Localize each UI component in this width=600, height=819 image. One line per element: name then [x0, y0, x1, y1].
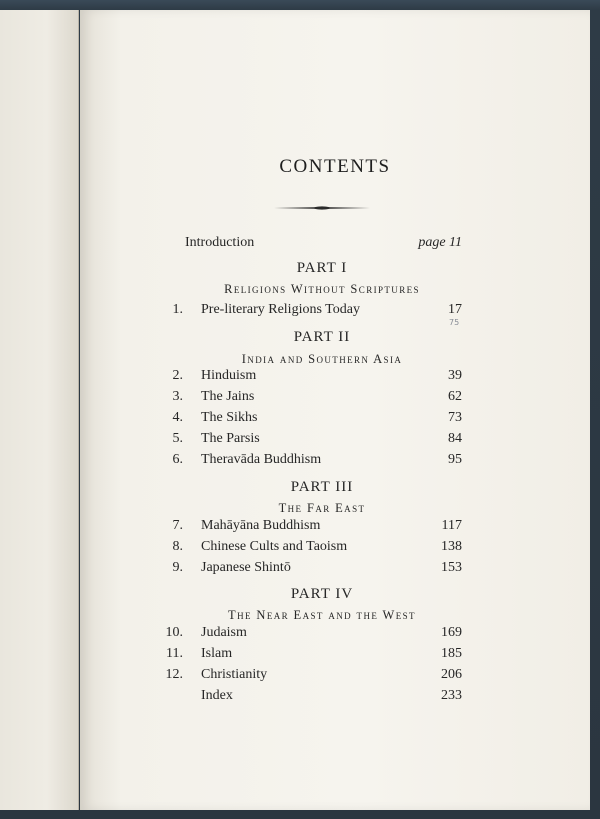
- toc-row[interactable]: [80, 410, 590, 428]
- toc-entry-page: page 11: [418, 235, 462, 250]
- section-heading: Religions Without Scriptures: [224, 282, 420, 296]
- toc-row-introduction[interactable]: [80, 235, 590, 253]
- chapter-number: 6.: [172, 452, 183, 467]
- chapter-page: 153: [441, 560, 462, 575]
- chapter-title: The Sikhs: [201, 410, 258, 425]
- chapter-title: Mahāyāna Buddhism: [201, 518, 321, 533]
- chapter-page: 233: [441, 688, 462, 703]
- chapter-page: 17: [448, 302, 462, 317]
- part-heading: PART IV: [290, 586, 354, 602]
- chapter-number: 2.: [172, 368, 183, 383]
- section-heading: The Near East and the West: [228, 608, 416, 622]
- chapter-page: 117: [441, 518, 462, 533]
- chapter-title: Judaism: [201, 625, 247, 640]
- chapter-number: 4.: [172, 410, 183, 425]
- toc-row[interactable]: [80, 368, 590, 386]
- chapter-title: Chinese Cults and Taoism: [201, 539, 348, 554]
- chapter-number: 3.: [172, 389, 183, 404]
- toc-row[interactable]: [80, 452, 590, 470]
- chapter-number: 12.: [165, 667, 183, 682]
- chapter-number: 7.: [172, 518, 183, 533]
- toc-row[interactable]: [80, 302, 590, 320]
- toc-row[interactable]: [80, 667, 590, 685]
- toc-entry-label: Introduction: [185, 235, 255, 250]
- chapter-number: 5.: [172, 431, 183, 446]
- toc-row[interactable]: [80, 539, 590, 557]
- chapter-title: Japanese Shintō: [201, 560, 291, 575]
- part-heading: PART III: [290, 479, 354, 495]
- chapter-page: 39: [448, 368, 462, 383]
- chapter-title: Theravāda Buddhism: [201, 452, 322, 467]
- toc-row[interactable]: [80, 431, 590, 449]
- toc-row[interactable]: [80, 625, 590, 643]
- chapter-title: Index: [201, 688, 233, 703]
- pencil-annotation: 75: [449, 318, 460, 327]
- chapter-number: 9.: [172, 560, 183, 575]
- chapter-page: 169: [441, 625, 462, 640]
- part-heading: PART I: [296, 260, 348, 276]
- chapter-number: 1.: [172, 302, 183, 317]
- chapter-title: Islam: [201, 646, 233, 661]
- chapter-page: 62: [448, 389, 462, 404]
- chapter-title: The Parsis: [201, 431, 260, 446]
- chapter-page: 95: [448, 452, 462, 467]
- chapter-page: 73: [448, 410, 462, 425]
- left-page-edge: [0, 10, 79, 810]
- chapter-number: 8.: [172, 539, 183, 554]
- chapter-page: 138: [441, 539, 462, 554]
- chapter-page: 84: [448, 431, 462, 446]
- page-title: CONTENTS: [279, 156, 391, 177]
- toc-row[interactable]: [80, 389, 590, 407]
- chapter-number: 11.: [166, 646, 183, 661]
- chapter-title: The Jains: [201, 389, 255, 404]
- contents-page: [80, 10, 590, 810]
- ornament-rule-icon: [274, 203, 370, 213]
- chapter-title: Hinduism: [201, 368, 257, 383]
- chapter-number: 10.: [165, 625, 183, 640]
- toc-row-index[interactable]: [80, 688, 590, 706]
- toc-row[interactable]: [80, 646, 590, 664]
- section-heading: The Far East: [278, 501, 366, 515]
- chapter-page: 185: [441, 646, 462, 661]
- toc-row[interactable]: [80, 560, 590, 578]
- chapter-title: Pre-literary Religions Today: [201, 302, 360, 317]
- chapter-title: Christianity: [201, 667, 268, 682]
- toc-row[interactable]: [80, 518, 590, 536]
- section-heading: India and Southern Asia: [241, 352, 403, 366]
- part-heading: PART II: [293, 329, 351, 345]
- chapter-page: 206: [441, 667, 462, 682]
